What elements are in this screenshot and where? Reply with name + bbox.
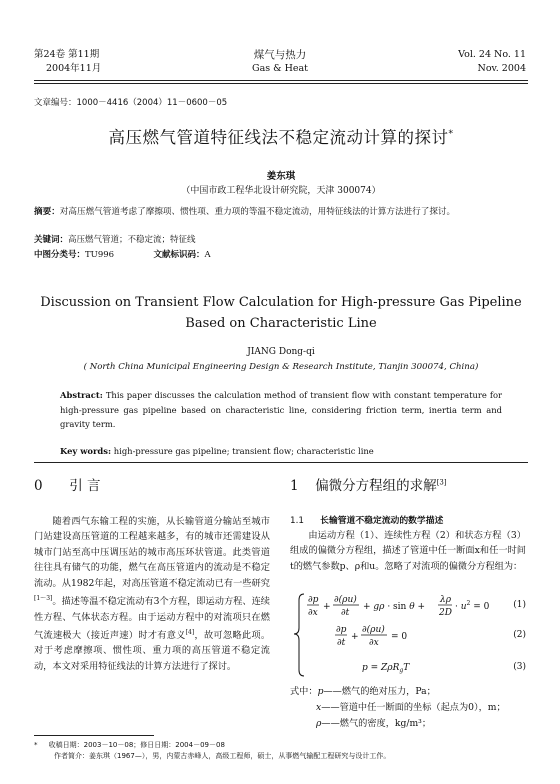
title-cn <box>34 124 528 148</box>
where-label: 式中： <box>290 686 318 697</box>
svg-text:= 0: = 0 <box>391 632 408 642</box>
header-rule-thin <box>34 83 528 84</box>
definition-symbol: p <box>317 686 324 697</box>
definition-text: ——管道中任一断面的坐标（起点为0），m； <box>321 702 506 713</box>
abstract-cn-text: 对高压燃气管道考虑了摩擦项、惯性项、重力项的等温不稳定流动，用特征线法的计算方法进行了探讨。 <box>59 207 456 217</box>
journal-date-en: Nov. 2004 <box>477 63 526 74</box>
article-id: 文章编号：1000－4416（2004）11－0600－05 <box>34 98 228 108</box>
equation-2-number: (2) <box>513 630 526 640</box>
section-1-heading <box>290 474 447 494</box>
keywords-en-text: high-pressure gas pipeline; transient flow; characteristic line <box>113 446 374 456</box>
svg-text:∂t: ∂t <box>337 638 346 648</box>
author-en: JIANG Dong-qi <box>247 347 315 357</box>
title-en-line1: Discussion on Transient Flow Calculation for High-pressure Gas Pipeline <box>40 295 522 310</box>
classification-line <box>34 249 528 262</box>
keywords-en <box>60 446 502 456</box>
svg-text:∂x: ∂x <box>308 608 318 618</box>
footnote-received <box>34 740 528 751</box>
keywords-cn <box>34 234 528 247</box>
intro-text-3: ，故可忽略此项。对于考虑摩擦项、惯性项、重力项的高压管道不稳定流动，本文对采用特征线法的计算方法进行了探讨。 <box>34 629 271 672</box>
variable-definitions <box>290 684 526 732</box>
section-1-ref: [3] <box>436 478 447 487</box>
keywords-cn-label: 关键词： <box>34 235 69 245</box>
footnote-rule <box>34 735 154 736</box>
section-0-title: 引 言 <box>69 478 101 494</box>
title-en <box>34 292 528 334</box>
abstract-cn-label: 摘要： <box>34 207 60 217</box>
title-footnote-mark: * <box>448 129 454 140</box>
intro-text-2: 。描述等温不稳定流动有3个方程，即运动方程、连续性方程、气体状态方程。由于运动方程中的对流项只在燃气流速极大（接近声速）时才有意义 <box>34 596 270 641</box>
author-cn: 姜东琪 <box>266 171 296 182</box>
svg-text:+: + <box>323 602 331 612</box>
svg-text:∂x: ∂x <box>369 638 379 648</box>
section-1-1-title: 长输管道不稳定流动的数学描述 <box>320 516 444 526</box>
equation-1-number: (1) <box>513 600 526 610</box>
definition-text: ——燃气的绝对压力，Pa； <box>323 686 436 697</box>
svg-text:+: + <box>351 632 359 642</box>
section-0-heading <box>34 474 100 494</box>
journal-name-en: Gas & Heat <box>251 63 308 74</box>
definition-x <box>290 700 526 716</box>
definition-symbol: ρ <box>316 718 322 729</box>
keywords-en-label: Key words: <box>60 446 112 456</box>
section-1-1-number: 1.1 <box>290 516 304 526</box>
svg-text:∂p: ∂p <box>308 595 319 605</box>
intro-text-1: 随着西气东输工程的实施，从长输管道分输站至城市门站建设高压管道的工程越来越多，有的城市还需建设从城市门站至高中压调压站的城市高压环状管道。此类管道往往具有储气的功能，燃气在高压管道内的流动是不稳定流动。从1982年起，对高压管道不稳定流动已有一些研究 <box>34 516 270 589</box>
abstract-en-text: This paper discusses the calculation method of transient flow with constant temperature for high-pressure gas pipeline based on characteristic line, considering friction term, inertia term and gravity term. <box>60 390 502 429</box>
equation-system <box>292 592 528 678</box>
svg-text:λρ: λρ <box>440 595 451 605</box>
svg-text:2D: 2D <box>439 608 452 618</box>
section-1-number: 1 <box>290 478 299 494</box>
definition-symbol: x <box>316 702 322 713</box>
equation-3-number: (3) <box>513 662 526 672</box>
svg-text:+ gρ · sin θ +: + gρ · sin θ + <box>363 602 426 612</box>
affiliation-cn: （中国市政工程华北设计研究院，天津 300074） <box>181 186 381 196</box>
footnote-received-text: 收稿日期：2003－10－08；修日日期：2004－09－08 <box>48 741 225 749</box>
section-1-1-paragraph: 由运动方程（1）、连续性方程（2）和状态方程（3）组成的偏微分方程组，描述了管道中任一断面x和任一时间t的燃气参数p、ρ和u。忽略了对流项的偏微分方程组为： <box>290 530 526 572</box>
svg-text:∂p: ∂p <box>336 625 347 635</box>
definition-text: ——燃气的密度，kg/m³； <box>321 718 432 729</box>
equation-graphic <box>292 592 528 678</box>
footnote-author-bio: 作者简介：姜东琪（1967—），男，内蒙古赤峰人，高级工程师，硕士，从事燃气输配工程研究与设计工作。 <box>54 752 391 760</box>
section-0-number: 0 <box>34 478 43 494</box>
title-en-line2: Based on Characteristic Line <box>185 316 377 331</box>
abstract-en-label: Abstract: <box>60 390 103 400</box>
abstract-en <box>60 388 502 432</box>
footnote-bullet: * <box>34 741 49 749</box>
definition-p <box>290 684 526 700</box>
journal-name-cn: 煤气与热力 <box>253 49 307 61</box>
title-cn-text: 高压燃气管道特征线法不稳定流动计算的探讨 <box>108 128 449 147</box>
intro-paragraph <box>34 514 270 674</box>
footnote <box>34 740 528 762</box>
intro-ref-2: [4] <box>185 628 195 636</box>
clc-label: 中图分类号： <box>34 250 86 260</box>
svg-text:∂t: ∂t <box>341 608 350 618</box>
abstract-rule <box>34 462 528 463</box>
svg-text:p = ZρRgT: p = ZρR$_g$T <box>362 663 410 674</box>
journal-volume: 第24卷 第11期 <box>34 49 100 60</box>
journal-volume-en: Vol. 24 No. 11 <box>458 49 526 60</box>
doc-code-value: A <box>204 250 211 260</box>
affiliation-en: ( North China Municipal Engineering Design & Research Institute, Tianjin 300074, China) <box>83 362 479 372</box>
abstract-cn <box>34 206 528 220</box>
intro-ref-1: [1～3] <box>34 595 53 603</box>
svg-text:∂(ρu): ∂(ρu) <box>362 625 385 635</box>
svg-text:· u2 = 0: · $u^2 = 0$ <box>455 600 490 612</box>
definition-rho <box>290 716 526 732</box>
journal-date: 2004年11月 <box>46 63 102 74</box>
section-1-title: 偏微分方程组的求解 <box>315 478 437 494</box>
svg-text:∂(ρu): ∂(ρu) <box>334 595 357 605</box>
clc-value: TU996 <box>85 250 115 260</box>
section-1-1-heading <box>290 513 443 526</box>
doc-code-label: 文献标识码： <box>153 250 205 260</box>
header-rule <box>34 80 528 81</box>
keywords-cn-text: 高压燃气管道；不稳定流；特征线 <box>68 235 196 245</box>
